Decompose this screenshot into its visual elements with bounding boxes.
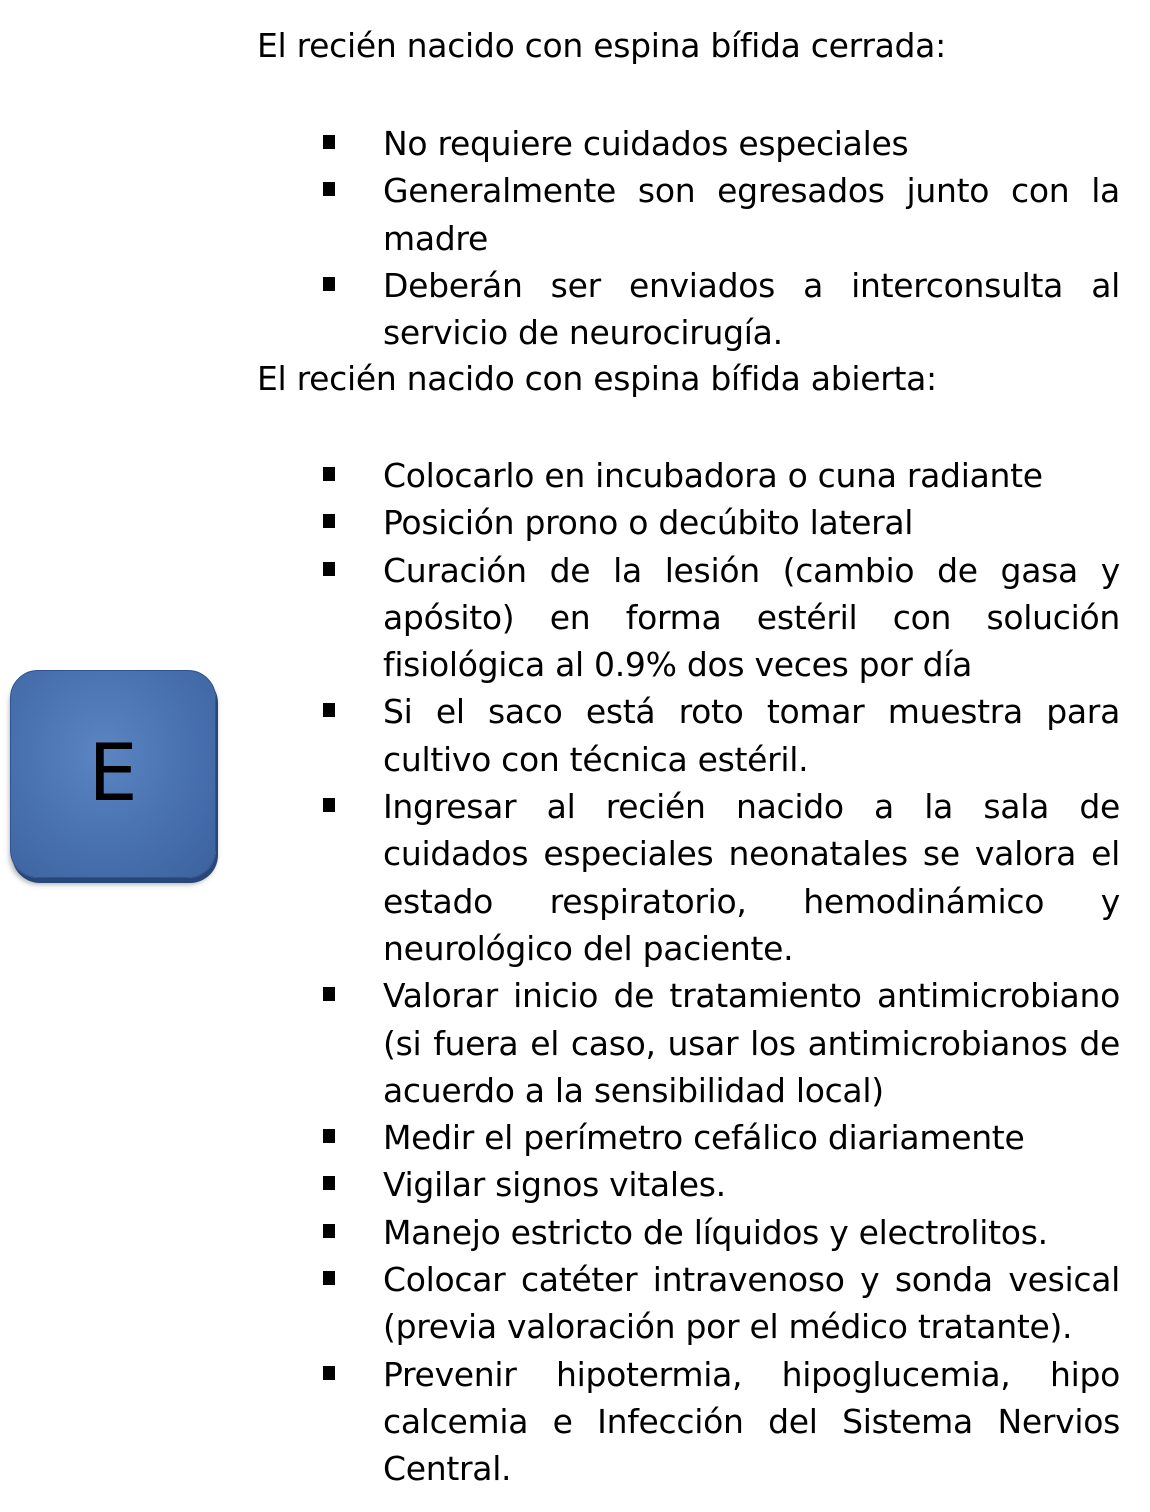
list-item bbox=[318, 167, 1120, 262]
square-bullet-icon bbox=[323, 1224, 335, 1238]
list-item bbox=[318, 499, 1120, 546]
list-item bbox=[318, 1256, 1120, 1351]
list-item bbox=[318, 262, 1120, 357]
list-item-text: Si el saco está roto tomar muestra para cultivo con técnica estéril. bbox=[383, 692, 1120, 779]
closed-spina-bifida-list bbox=[318, 120, 1120, 356]
open-spina-bifida-heading: El recién nacido con espina bífida abierta: bbox=[257, 359, 937, 398]
list-item-text: Ingresar al recién nacido a la sala de cuidados especiales neonatales se valora el estado respiratorio, hemodinámico y neurológico del paciente. bbox=[383, 787, 1120, 968]
list-item bbox=[318, 783, 1120, 972]
open-spina-bifida-list bbox=[318, 452, 1120, 1493]
list-item-text: Curación de la lesión (cambio de gasa y apósito) en forma estéril con solución fisiológica al 0.9% dos veces por día bbox=[383, 550, 1120, 685]
square-bullet-icon bbox=[323, 277, 335, 291]
list-item bbox=[318, 1161, 1120, 1208]
square-bullet-icon bbox=[323, 1129, 335, 1143]
square-bullet-icon bbox=[323, 562, 335, 576]
list-item bbox=[318, 547, 1120, 689]
list-item-text: Vigilar signos vitales. bbox=[383, 1165, 726, 1205]
list-item bbox=[318, 1351, 1120, 1493]
list-item bbox=[318, 120, 1120, 167]
square-bullet-icon bbox=[323, 514, 335, 528]
list-item bbox=[318, 452, 1120, 499]
list-item-text: Posición prono o decúbito lateral bbox=[383, 503, 914, 543]
list-item-text: Generalmente son egresados junto con la madre bbox=[383, 171, 1120, 258]
list-item-text: Deberán ser enviados a interconsulta al servicio de neurocirugía. bbox=[383, 265, 1120, 353]
closed-spina-bifida-heading: El recién nacido con espina bífida cerrada: bbox=[257, 26, 946, 65]
square-bullet-icon bbox=[323, 798, 335, 812]
square-bullet-icon bbox=[323, 987, 335, 1001]
list-item-text: Prevenir hipotermia, hipoglucemia, hipo calcemia e Infección del Sistema Nervios Central. bbox=[383, 1354, 1120, 1489]
evidence-level-badge bbox=[10, 670, 216, 878]
evidence-level-letter: E bbox=[88, 729, 138, 819]
list-item-text: Medir el perímetro cefálico diariamente bbox=[383, 1118, 1025, 1158]
square-bullet-icon bbox=[323, 1366, 335, 1380]
list-item bbox=[318, 688, 1120, 783]
square-bullet-icon bbox=[323, 467, 335, 481]
list-item bbox=[318, 1114, 1120, 1161]
square-bullet-icon bbox=[323, 1176, 335, 1190]
list-item-text: Colocar catéter intravenoso y sonda vesical (previa valoración por el médico tratante). bbox=[383, 1260, 1120, 1347]
list-item-text: Valorar inicio de tratamiento antimicrobiano (si fuera el caso, usar los antimicrobianos de acuerdo a la sensibilidad local) bbox=[383, 976, 1120, 1110]
list-item-text: No requiere cuidados especiales bbox=[383, 124, 909, 163]
square-bullet-icon bbox=[323, 1271, 335, 1285]
square-bullet-icon bbox=[323, 182, 335, 196]
list-item-text: Manejo estricto de líquidos y electrolitos. bbox=[383, 1212, 1048, 1252]
square-bullet-icon bbox=[323, 135, 335, 149]
square-bullet-icon bbox=[323, 703, 335, 717]
list-item bbox=[318, 1209, 1120, 1256]
list-item bbox=[318, 972, 1120, 1114]
list-item-text: Colocarlo en incubadora o cuna radiante bbox=[383, 456, 1043, 495]
